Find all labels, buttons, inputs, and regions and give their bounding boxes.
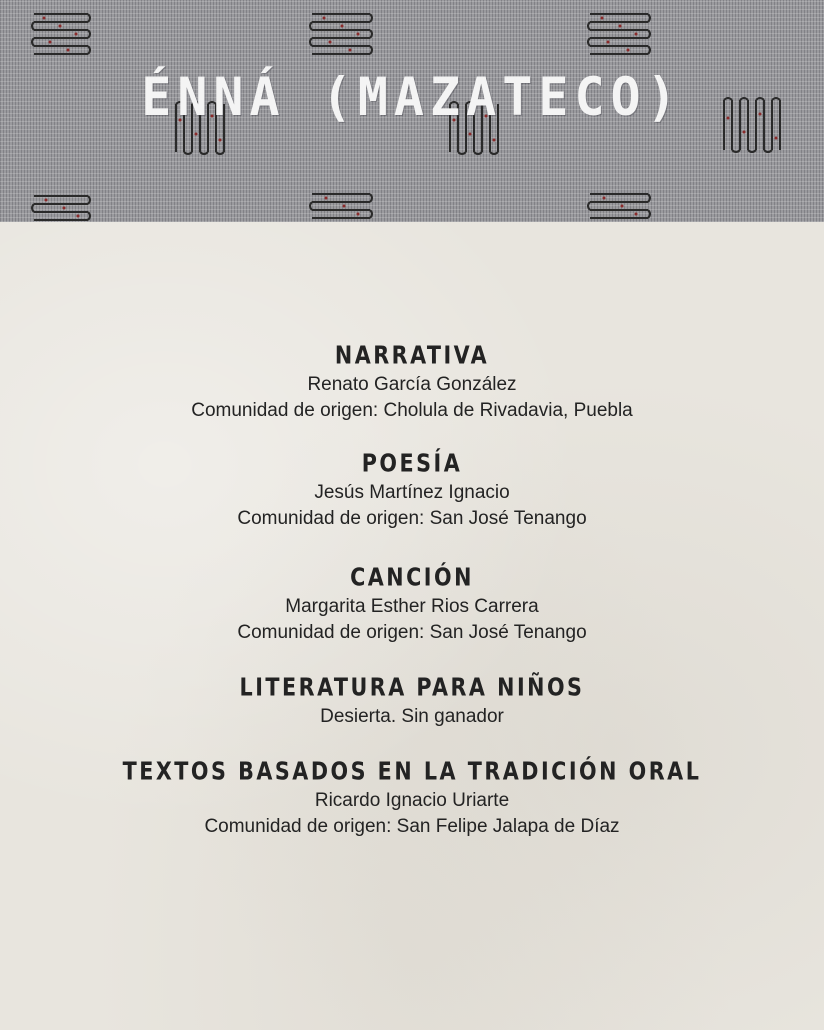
- winner-status: Desierta. Sin ganador: [320, 706, 504, 727]
- embroidery-motif-icon: [586, 8, 652, 60]
- embroidery-motif-icon: [586, 188, 652, 222]
- award-cancion: [0, 562, 824, 646]
- embroidery-motif-icon: [30, 8, 92, 62]
- category-heading: LITERATURA PARA NIÑOS: [239, 673, 585, 703]
- winner-name: Margarita Esther Rios Carrera: [285, 596, 539, 617]
- winner-community: Comunidad de origen: San José Tenango: [237, 622, 587, 643]
- award-narrativa: [0, 340, 824, 424]
- award-tradicion-oral: [0, 756, 824, 840]
- embroidery-motif-icon: [30, 190, 92, 222]
- award-poesia: [0, 448, 824, 532]
- category-heading: POESÍA: [361, 449, 463, 479]
- winner-name: Jesús Martínez Ignacio: [314, 482, 510, 503]
- embroidery-motif-icon: [308, 188, 374, 222]
- page-title: ÉNNÁ (MAZATECO): [141, 66, 683, 128]
- embroidery-motif-icon: [308, 8, 374, 60]
- winner-community: Comunidad de origen: Cholula de Rivadavia, Puebla: [191, 400, 633, 421]
- winner-name: Ricardo Ignacio Uriarte: [314, 790, 510, 811]
- awards-list: [0, 340, 824, 864]
- woven-textile-header: [0, 0, 824, 224]
- winner-community: Comunidad de origen: San José Tenango: [237, 508, 587, 529]
- category-heading: CANCIÓN: [350, 563, 474, 593]
- category-heading: TEXTOS BASADOS EN LA TRADICIÓN ORAL: [122, 757, 702, 787]
- winner-community: Comunidad de origen: San Felipe Jalapa de Díaz: [204, 816, 620, 837]
- award-literatura-para-ninos: [0, 672, 824, 730]
- category-heading: NARRATIVA: [334, 341, 490, 371]
- winner-name: Renato García González: [307, 374, 517, 395]
